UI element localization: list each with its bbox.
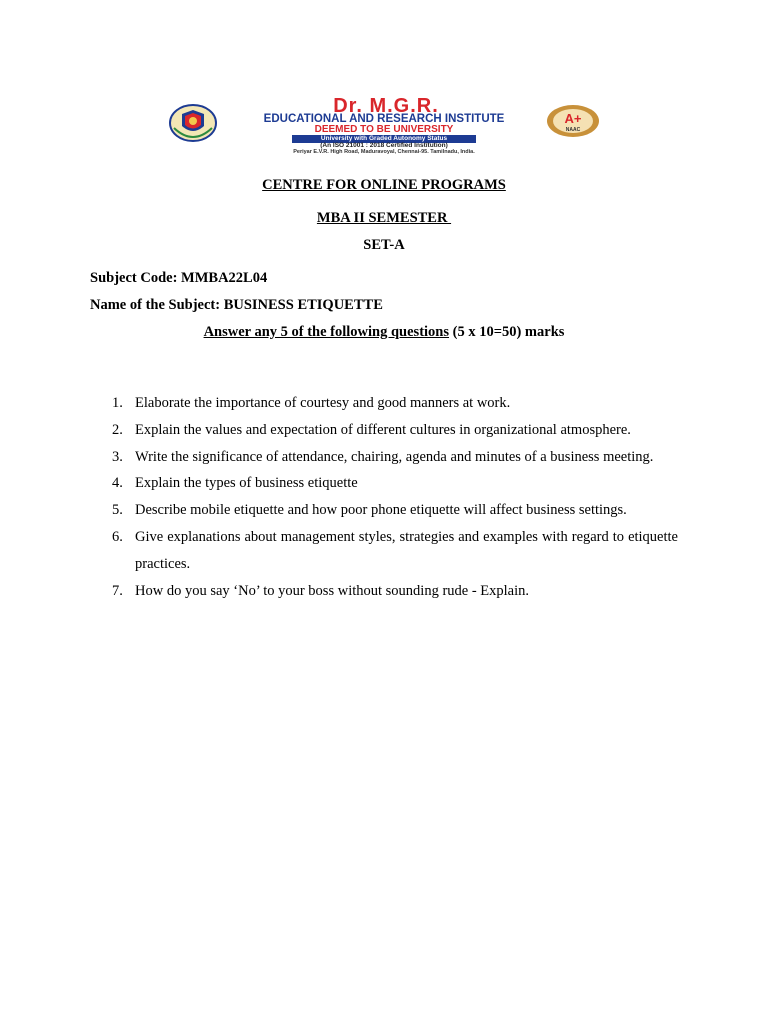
question-item <box>90 417 678 444</box>
question-number: 6. <box>112 528 123 545</box>
grade-body-text: NAAC <box>565 127 581 133</box>
question-number: 3. <box>112 448 123 465</box>
grade-badge-text: A+ <box>564 111 582 126</box>
naac-grade-badge-icon <box>546 104 600 138</box>
question-text: Give explanations about management styles, strategies and examples with regard to etiquette practices. <box>135 528 678 572</box>
question-text: Elaborate the importance of courtesy and good manners at work. <box>135 395 511 411</box>
logo-deemed-university: DEEMED TO BE UNIVERSITY <box>314 124 454 135</box>
question-item <box>90 497 678 524</box>
question-number: 4. <box>112 475 123 492</box>
semester-heading <box>0 209 768 227</box>
question-item <box>90 470 678 497</box>
question-item <box>90 578 678 605</box>
logo-address: Periyar E.V.R. High Road, Maduravoyal, Chennai-95. Tamilnadu, India. <box>293 149 475 155</box>
question-number: 5. <box>112 502 123 519</box>
question-text: Explain the types of business etiquette <box>135 475 358 492</box>
question-text: Write the significance of attendance, chairing, agenda and minutes of a business meeting. <box>135 448 654 465</box>
question-number: 7. <box>112 582 123 599</box>
logo-name: Dr. M.G.R. <box>333 95 439 117</box>
question-item <box>90 524 678 578</box>
question-text: Describe mobile etiquette and how poor phone etiquette will affect business settings. <box>135 502 627 519</box>
question-item <box>90 390 678 417</box>
semester-text: MBA II SEMESTER <box>316 210 452 226</box>
institute-logo-banner <box>166 96 604 158</box>
instruction-text: Answer any 5 of the following questions <box>203 324 450 340</box>
question-text: How do you say ‘No’ to your boss without sounding rude - Explain. <box>135 582 530 599</box>
centre-heading: CENTRE FOR ONLINE PROGRAMS <box>262 177 506 193</box>
question-number: 1. <box>112 395 123 411</box>
set-heading: SET-A <box>363 237 405 253</box>
question-item <box>90 444 678 471</box>
logo-iso-certification: (An ISO 21001 : 2018 Certified Institution) <box>320 142 448 149</box>
question-text: Explain the values and expectation of different cultures in organizational atmosphere. <box>135 421 631 438</box>
logo-institute-name: EDUCATIONAL AND RESEARCH INSTITUTE <box>263 113 505 125</box>
subject-name: Name of the Subject: BUSINESS ETIQUETTE <box>90 297 383 313</box>
question-number: 2. <box>112 421 123 438</box>
instruction-line <box>0 323 768 341</box>
subject-code: Subject Code: MMBA22L04 <box>90 270 268 286</box>
logo-autonomy-status: University with Graded Autonomy Status <box>292 135 476 143</box>
university-crest-icon <box>168 102 218 142</box>
question-list <box>90 390 678 604</box>
instruction-marks: (5 x 10=50) marks <box>449 324 565 340</box>
